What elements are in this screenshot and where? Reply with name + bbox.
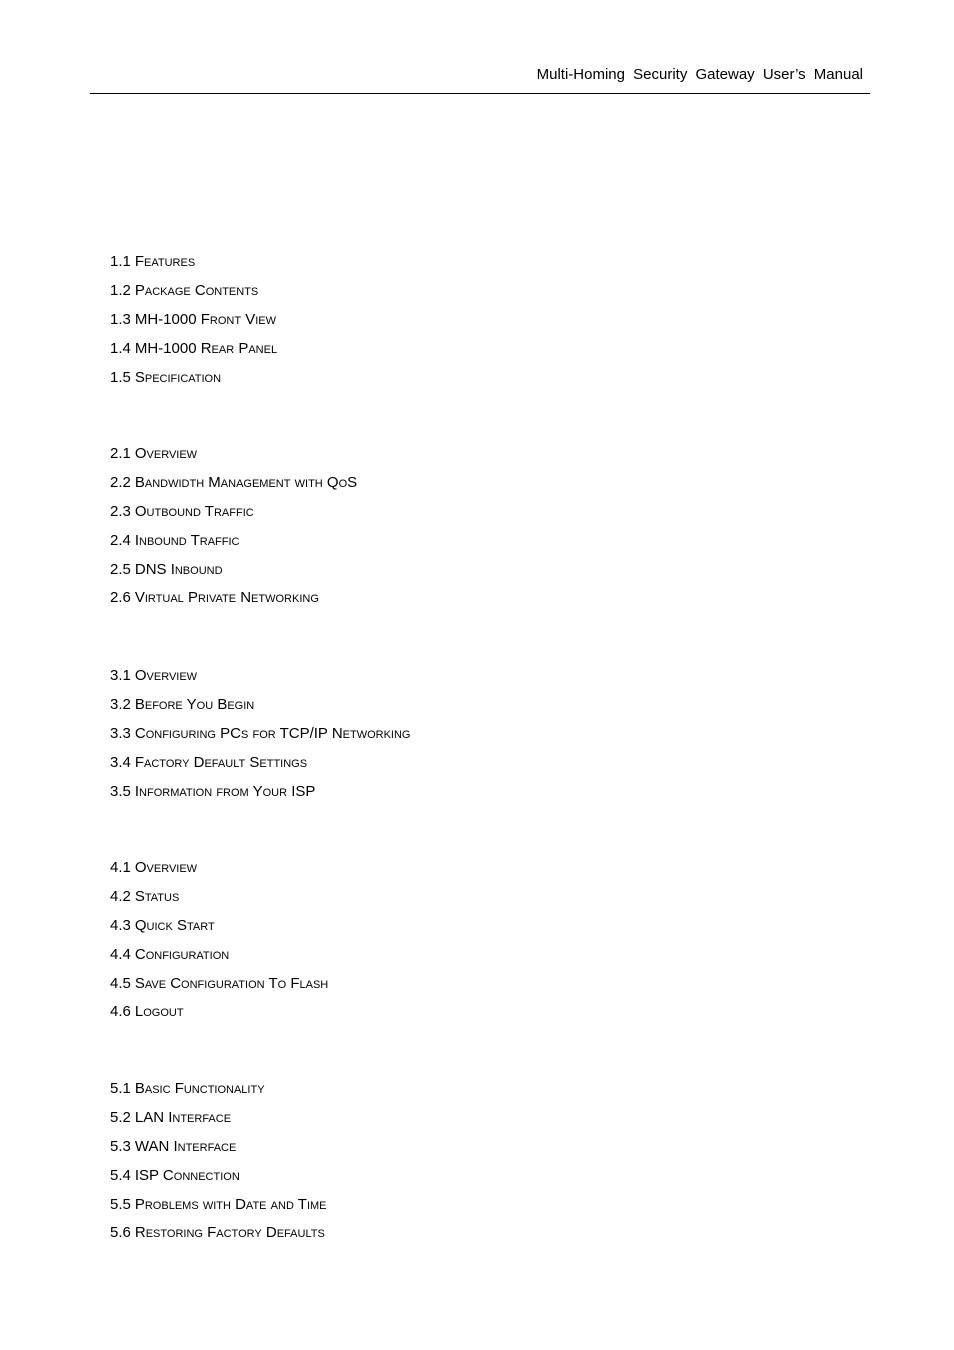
toc-entry[interactable] — [110, 666, 810, 695]
toc-entry-title: Factory Default Settings — [134, 753, 308, 771]
toc-entry-number: 2.2 — [110, 473, 131, 491]
toc-entry[interactable] — [110, 252, 810, 281]
toc-entry-title: Status — [134, 887, 180, 905]
toc-entry[interactable] — [110, 1108, 810, 1137]
toc-entry-number: 1.5 — [110, 368, 131, 386]
toc-entry-title: Outbound Traffic — [134, 502, 254, 520]
toc-entry[interactable] — [110, 695, 810, 724]
toc-entry-title: Specification — [134, 368, 222, 386]
toc-entry[interactable] — [110, 444, 810, 473]
toc-entry[interactable] — [110, 974, 810, 1003]
toc-entry[interactable] — [110, 1166, 810, 1195]
toc-entry[interactable] — [110, 1002, 810, 1031]
toc-entry-number: 4.2 — [110, 887, 131, 905]
toc-entry-number: 1.4 — [110, 339, 131, 357]
toc-entry[interactable] — [110, 1195, 810, 1224]
toc-entry-number: 5.1 — [110, 1080, 131, 1097]
toc-entry-number: 3.4 — [110, 753, 131, 771]
toc-section-5 — [110, 1079, 810, 1252]
toc-section-4 — [110, 858, 810, 1031]
toc-entry-number: 1.3 — [110, 310, 131, 328]
toc-entry-number: 3.3 — [110, 724, 131, 742]
toc-entry[interactable] — [110, 753, 810, 782]
toc-entry-title: Problems with Date and Time — [134, 1195, 327, 1213]
toc-entry-number: 1.1 — [110, 253, 131, 270]
toc-entry-number: 4.6 — [110, 1003, 131, 1021]
toc-entry[interactable] — [110, 1137, 810, 1166]
toc-entry-title: ISP Connection — [134, 1166, 240, 1184]
toc-entry-number: 5.6 — [110, 1224, 131, 1242]
toc-entry-title: Logout — [134, 1003, 184, 1021]
toc-entry[interactable] — [110, 858, 810, 887]
toc-entry[interactable] — [110, 916, 810, 945]
toc-entry-title: Overview — [134, 667, 198, 684]
toc-entry-title: Bandwidth Management with QoS — [134, 473, 358, 491]
toc-entry-number: 4.4 — [110, 945, 131, 963]
toc-entry-number: 5.3 — [110, 1137, 131, 1155]
toc-entry[interactable] — [110, 887, 810, 916]
toc-entry-title: Package Contents — [134, 281, 259, 299]
toc-entry-number: 1.2 — [110, 281, 131, 299]
toc-entry-title: LAN Interface — [134, 1108, 232, 1126]
toc-entry-title: Configuring PCs for TCP/IP Networking — [134, 724, 411, 742]
toc-entry-number: 4.5 — [110, 974, 131, 992]
toc-entry-title: MH-1000 Front View — [134, 310, 276, 328]
toc-entry[interactable] — [110, 588, 810, 617]
toc-entry-number: 3.5 — [110, 782, 131, 800]
toc-entry-number: 2.4 — [110, 531, 131, 549]
toc-entry-title: Configuration — [134, 945, 230, 963]
toc-entry-number: 4.3 — [110, 916, 131, 934]
toc-entry[interactable] — [110, 531, 810, 560]
toc-entry-number: 2.5 — [110, 560, 131, 578]
toc-entry-title: MH-1000 Rear Panel — [134, 339, 278, 357]
toc-entry[interactable] — [110, 368, 810, 397]
toc-entry-number: 2.3 — [110, 502, 131, 520]
toc-entry[interactable] — [110, 339, 810, 368]
toc-entry[interactable] — [110, 945, 810, 974]
toc-entry[interactable] — [110, 782, 810, 811]
manual-title: Multi-Homing Security Gateway User’s Manual — [536, 66, 863, 83]
toc-entry-title: Overview — [134, 445, 198, 462]
toc-entry[interactable] — [110, 724, 810, 753]
toc-entry[interactable] — [110, 502, 810, 531]
toc-entry-number: 3.2 — [110, 695, 131, 713]
toc-entry-title: Quick Start — [134, 916, 215, 934]
toc-entry-title: Before You Begin — [134, 695, 255, 713]
toc-entry-number: 4.1 — [110, 859, 131, 876]
toc-entry-title: Save Configuration To Flash — [134, 974, 329, 992]
page-header — [90, 66, 870, 94]
toc-entry[interactable] — [110, 1223, 810, 1252]
toc-entry-number: 5.4 — [110, 1166, 131, 1184]
toc-entry-number: 3.1 — [110, 667, 131, 684]
toc-entry-title: DNS Inbound — [134, 560, 223, 578]
toc-entry[interactable] — [110, 473, 810, 502]
toc-entry-number: 5.5 — [110, 1195, 131, 1213]
toc-entry-number: 2.6 — [110, 589, 131, 607]
toc-entry[interactable] — [110, 281, 810, 310]
toc-section-3 — [110, 666, 810, 810]
toc-entry-title: Information from Your ISP — [134, 782, 316, 800]
toc-entry-number: 2.1 — [110, 445, 131, 462]
toc-entry-title: Basic Functionality — [134, 1080, 265, 1097]
toc-entry-title: Features — [134, 253, 196, 270]
toc-section-2 — [110, 444, 810, 617]
toc-entry[interactable] — [110, 1079, 810, 1108]
toc-section-1 — [110, 252, 810, 396]
toc-entry-title: Overview — [134, 859, 198, 876]
toc-entry-title: Restoring Factory Defaults — [134, 1224, 325, 1242]
toc-entry-title: WAN Interface — [134, 1137, 237, 1155]
toc-entry[interactable] — [110, 560, 810, 589]
toc-entry-title: Inbound Traffic — [134, 531, 240, 549]
toc-entry[interactable] — [110, 310, 810, 339]
toc-entry-number: 5.2 — [110, 1108, 131, 1126]
toc-entry-title: Virtual Private Networking — [134, 589, 319, 607]
